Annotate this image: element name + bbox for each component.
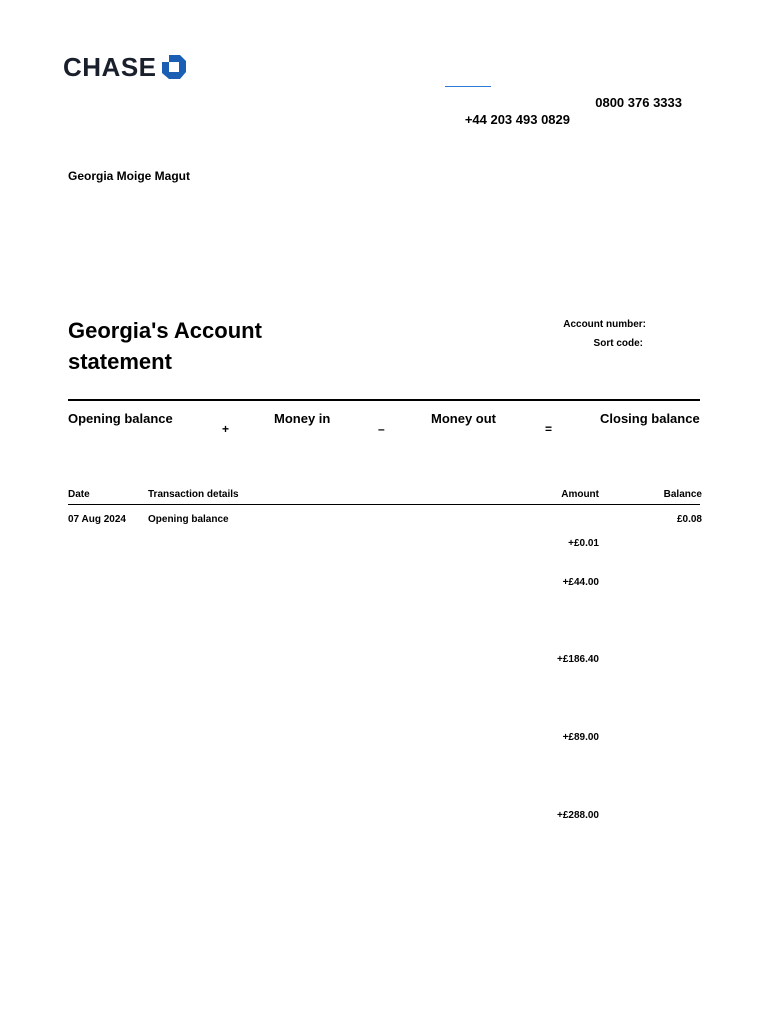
phone-primary: 0800 376 3333 <box>595 95 682 110</box>
chase-octagon-icon <box>161 54 187 80</box>
summary-divider <box>68 399 700 401</box>
row-date: 07 Aug 2024 <box>68 514 126 525</box>
minus-operator: – <box>378 422 385 436</box>
closing-balance-label: Closing balance <box>600 411 700 426</box>
row-amount: +£0.01 <box>568 538 599 549</box>
money-out-label: Money out <box>431 411 496 426</box>
row-amount: +£288.00 <box>557 810 599 821</box>
column-header-amount: Amount <box>561 489 599 500</box>
sort-code-label: Sort code: <box>593 338 643 349</box>
phone-international: +44 203 493 0829 <box>464 112 570 127</box>
account-number-label: Account number: <box>563 319 646 330</box>
row-balance: £0.08 <box>676 514 702 525</box>
statement-title: Georgia's Account statement <box>68 318 262 374</box>
equals-operator: = <box>545 422 553 436</box>
chase-logo <box>63 52 187 82</box>
money-in-label: Money in <box>274 411 331 426</box>
column-header-details: Transaction details <box>148 489 239 500</box>
customer-name: Georgia Moige Magut <box>68 169 191 183</box>
row-amount: +£89.00 <box>562 732 599 743</box>
plus-operator: + <box>222 422 230 436</box>
row-amount: +£44.00 <box>562 577 599 588</box>
brand-wordmark: CHASE <box>63 52 157 82</box>
row-amount: +£186.40 <box>557 654 599 665</box>
opening-balance-label: Opening balance <box>68 411 173 426</box>
row-details: Opening balance <box>148 514 229 525</box>
column-header-date: Date <box>68 489 90 500</box>
column-header-balance: Balance <box>663 489 702 500</box>
link-underline[interactable] <box>445 86 491 87</box>
table-header-divider <box>68 504 700 505</box>
